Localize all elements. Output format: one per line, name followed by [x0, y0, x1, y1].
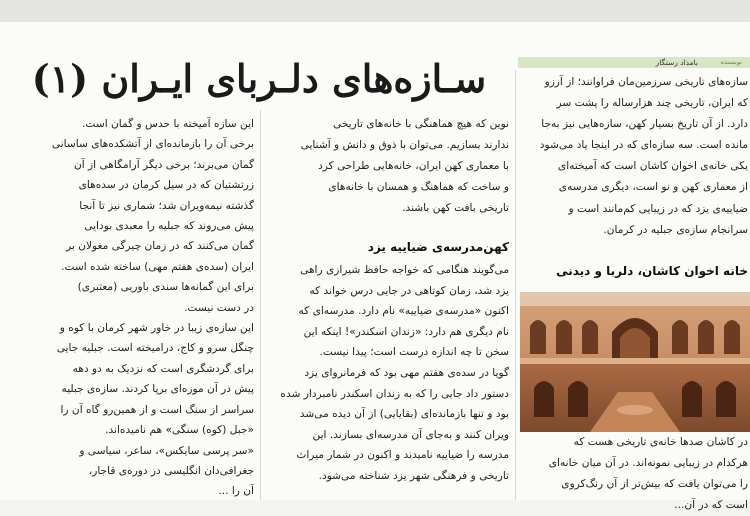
- col2-line: نوین که هیچ هماهنگی با خانه‌های تاریخی: [333, 118, 509, 130]
- col3-line: برای گردشگری است که نزدیک به دو دهه: [72, 362, 254, 375]
- column-divider: [515, 70, 516, 500]
- col1-line: ضیاییه‌ی یزد که در زیبایی کم‌مانند است و: [568, 202, 748, 215]
- col1-line: هرکدام در زیبایی نمونه‌اند. در آن میان خانه‌ای: [548, 457, 748, 470]
- col3-line: سراسر از سنگ است و از همین‌رو گاه آن را: [60, 403, 254, 416]
- column-divider: [260, 110, 261, 500]
- col2-line: سخن تا چه اندازه درست است؛ پیدا نیست.: [319, 346, 509, 359]
- col2-line: و ساخت که هماهنگ و همسان با خانه‌های: [328, 181, 509, 194]
- col2-line: ویران کنند و به‌جای آن مدرسه‌ای بسازند. این: [312, 428, 509, 441]
- col1-line: دارد. از آن تاریخ بسیار کهن، سازه‌هایی نیز به‌جا: [541, 118, 748, 131]
- col3-line: جغرافی‌دان انگلیسی در دوره‌ی قاجار،: [88, 464, 254, 477]
- column-1-bottom: [520, 432, 748, 516]
- col3-line: این سازه‌ی زیبا در خاور شهر کرمان با کوه و: [59, 322, 254, 335]
- col3-line: در دست نیست.: [184, 301, 254, 314]
- col2-line: نام دیگری هم دارد: «زندان اسکندر»! اینکه این: [303, 325, 509, 338]
- col3-line: پیش می‌روند که جبلیه را معبدی بودایی: [84, 220, 254, 233]
- col2-line: می‌گویند هنگامی که خواجه حافظ شیرازی راهی: [300, 264, 509, 276]
- col3-line: این سازه آمیخته با حدس و گمان است.: [82, 118, 254, 130]
- col2-line: اکنون «مدرسه‌ی ضیاییه» نام دارد. مدرسه‌ای که: [298, 305, 509, 318]
- col3-line: زرتشتیان که در سیل کرمان در سده‌های: [78, 179, 254, 192]
- col3-line: برخی آن را بازمانده‌ای از آتشکده‌های ساسانی: [51, 138, 254, 151]
- col2-line: تاریخی و فرهنگی شهر یزد شناخته می‌شود.: [318, 469, 509, 482]
- col1-line: سرانجام سازه‌ی جبلیه در کرمان.: [603, 223, 748, 236]
- col3-line: گمان می‌برند؛ برخی دیگر آرامگاهی از آن: [73, 158, 254, 171]
- author-name: بامداد رستگار: [655, 58, 698, 67]
- author-role: نویسنده: [720, 58, 742, 66]
- browser-top-bar: [0, 0, 750, 23]
- column-2: [265, 114, 509, 219]
- col3-line: چنگل سرو و کاج، درامیخته است. جبلیه جایی: [56, 342, 254, 355]
- col1-line: را می‌توان یافت که بیش‌تر از آن رنگ‌کروی: [561, 478, 748, 491]
- col2-line: با معماری کهن ایران، خانه‌هایی طراحی کرد: [318, 160, 509, 173]
- col3-line: برای این گمانه‌ها سندی باوریی (معتبری): [77, 281, 254, 294]
- col1-subhead: خانه اخوان کاشان، دلربا و دیدنی: [556, 264, 748, 278]
- column-2-body: [265, 260, 509, 487]
- col1-line: که ایران، تاریخی چند هزارساله را پشت سر: [556, 97, 748, 110]
- col3-line: پیش در آن موزه‌ای برپا کردند. سازه‌ی جبلیه: [61, 383, 254, 396]
- col1-line: سازه‌های تاریخی سرزمین‌مان فراوانند؛ از آرزو: [544, 76, 748, 88]
- author-byline: [518, 57, 750, 68]
- col3-line: گذشته نیمه‌ویران شد؛ شماری نیز تا آنجا: [79, 199, 254, 212]
- col2-subhead: کهن‌مدرسه‌ی ضیاییه یزد: [367, 240, 509, 254]
- col2-line: بود و تنها بازمانده‌ای (بقایایی) از آن دیده می‌شد: [299, 408, 509, 421]
- col2-line: ندارند بسازیم. می‌توان با ذوق و دانش و آشنایی: [300, 139, 509, 152]
- col2-line: دستور داد جایی را که به زندان اسکندر نامبردار شده: [280, 387, 509, 400]
- col3-line: «جبل (کوه) سنگی» هم نامیده‌اند.: [105, 424, 254, 437]
- col1-line: است که در آن...: [674, 499, 748, 512]
- column-3: [6, 114, 254, 502]
- column-1: [520, 72, 748, 241]
- col1-line: در کاشان صدها خانه‌ی تاریخی هست که: [573, 436, 748, 448]
- col1-line: از معماری کهن و نو است، دیگری مدرسه‌ی: [558, 181, 748, 194]
- akhavan-house-photo: [520, 292, 750, 432]
- col2-line: یزد شد، زمان کوتاهی در جایی درس خواند که: [309, 284, 509, 297]
- photo-icon: [520, 292, 750, 432]
- col3-line: گمان می‌کنند که در زمان چیرگی مغولان بر: [66, 240, 254, 253]
- col3-line: آن را ...: [218, 485, 254, 498]
- col2-line: مدرسه را ضیاییه نامیدند و اکنون در شمار میراث: [296, 449, 509, 462]
- col3-line: «سر پرسی سایکس»، ساعر، سیاسی و: [79, 444, 254, 457]
- col1-line: مانده است. سه سازه‌ای که در اینجا یاد می‌شود: [539, 139, 748, 152]
- col1-line: یکی خانه‌ی اخوان کاشان است که آمیخته‌ای: [557, 160, 748, 173]
- col2-line: تاریخی بافت کهن باشند.: [402, 202, 509, 215]
- col2-line: گویا در سده‌ی هفتم مهی بود که فرمانروای یزد: [304, 366, 509, 379]
- col3-line: ایران (سده‌ی هفتم مهی) ساخته شده است.: [61, 260, 254, 273]
- page-title: سـازه‌های دلـربای ایـران (۱): [31, 56, 487, 101]
